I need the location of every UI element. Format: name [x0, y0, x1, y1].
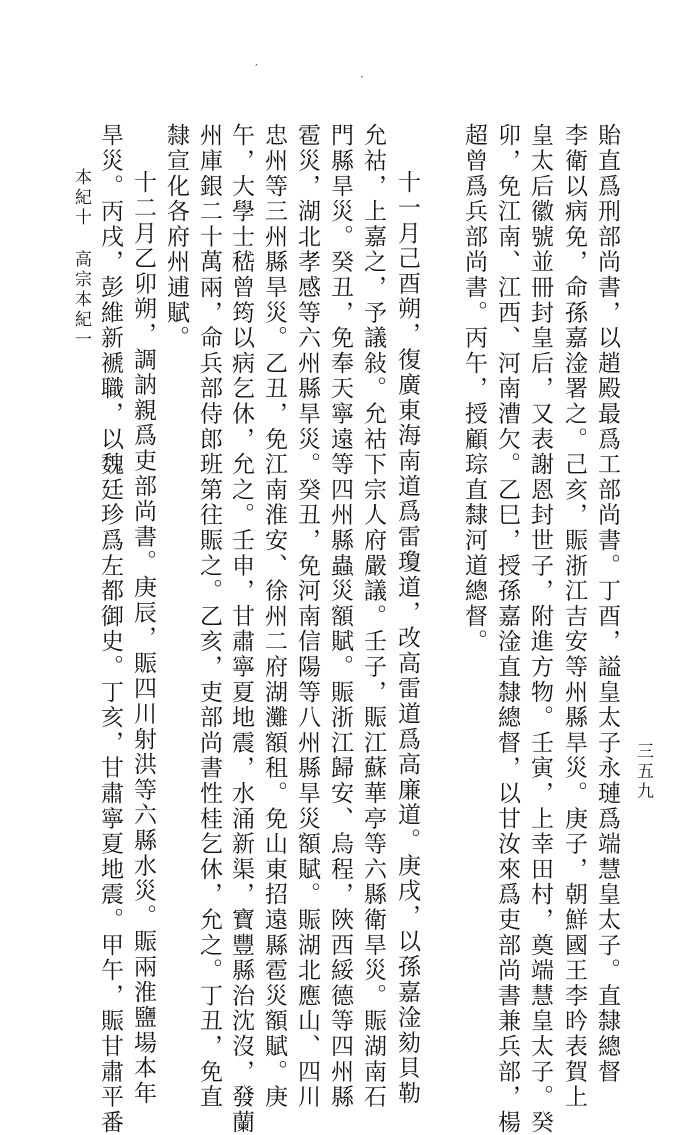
chapter-label: 本紀十	[71, 168, 91, 228]
text-column-14: 十二月乙卯朔，調訥親爲吏部尚書。庚辰，賑四川射洪等六縣水災。賑兩淮鹽場本年	[130, 170, 156, 1107]
section-title: 高宗本紀一	[71, 250, 91, 350]
stray-mark: ′	[255, 62, 258, 76]
text-column-5: 超曾爲兵部尚書。丙午，授顧琮直隸河道總督。	[461, 123, 487, 655]
text-column-10: 忠州等三州縣旱災。乙丑，免江南淮安、徐州二府湖灘額租。免山東招遠縣雹災額賦。庚	[261, 123, 287, 1110]
text-column-4: 卯，免江南、江西、河南漕欠。乙巳，授孫嘉淦直隸總督，以甘汝來爲吏部尚書兼兵部，楊	[494, 123, 520, 1135]
text-column-7: 允祜，上嘉之，予議敍。允祜下宗人府嚴議。壬子，賑江蘇華亭等六縣衛旱災。賑湖南石	[360, 123, 386, 1110]
text-column-15: 旱災。丙戌，彭維新褫職，以魏廷珍爲左都御史。丁亥，甘肅寧夏地震。甲午，賑甘肅平番	[97, 123, 123, 1135]
text-column-12: 州庫銀二十萬兩，命兵部侍郎班第往賑之。乙亥，吏部尚書性桂乞休，允之。丁丑，免直	[196, 123, 222, 1110]
text-column-13: 隸宣化各府州逋賦。	[163, 123, 189, 351]
text-column-9: 雹災，湖北孝感等六州縣旱災。癸丑，免河南信陽等八州縣旱災額賦。賑湖北應山、四川	[294, 123, 320, 1110]
text-column-6: 十一月己酉朔，復廣東海南道爲雷瓊道，改高雷道爲高廉道。庚戌，以孫嘉淦劾貝勒	[394, 170, 420, 1107]
text-column-8: 門縣旱災。癸丑，免奉天寧遠等四州縣蟲災額賦。賑浙江歸安、烏程，陜西綏德等四州縣	[327, 123, 353, 1110]
text-column-11: 午，大學士嵇曾筠以病乞休，允之。壬申，甘肅寧夏地震，水涌新渠，寶豐縣治沈沒，發蘭	[228, 123, 254, 1135]
text-column-2: 李衛以病免，命孫嘉淦署之。己亥，賑浙江吉安等州縣旱災。庚子，朝鮮國王李昑表賀上	[561, 123, 587, 1110]
running-header	[70, 168, 92, 350]
stray-mark: ·	[360, 70, 364, 84]
text-column-3: 皇太后徽號並冊封皇后，又表謝恩封世子，附進方物。壬寅，上幸田村，奠端慧皇太子。癸	[527, 123, 553, 1135]
text-column-1: 貽直爲刑部尚書，以趙殿最爲工部尚書。丁酉，謚皇太子永璉爲端慧皇太子。直隸總督	[594, 123, 620, 1085]
page-number: 三五九	[633, 742, 653, 802]
